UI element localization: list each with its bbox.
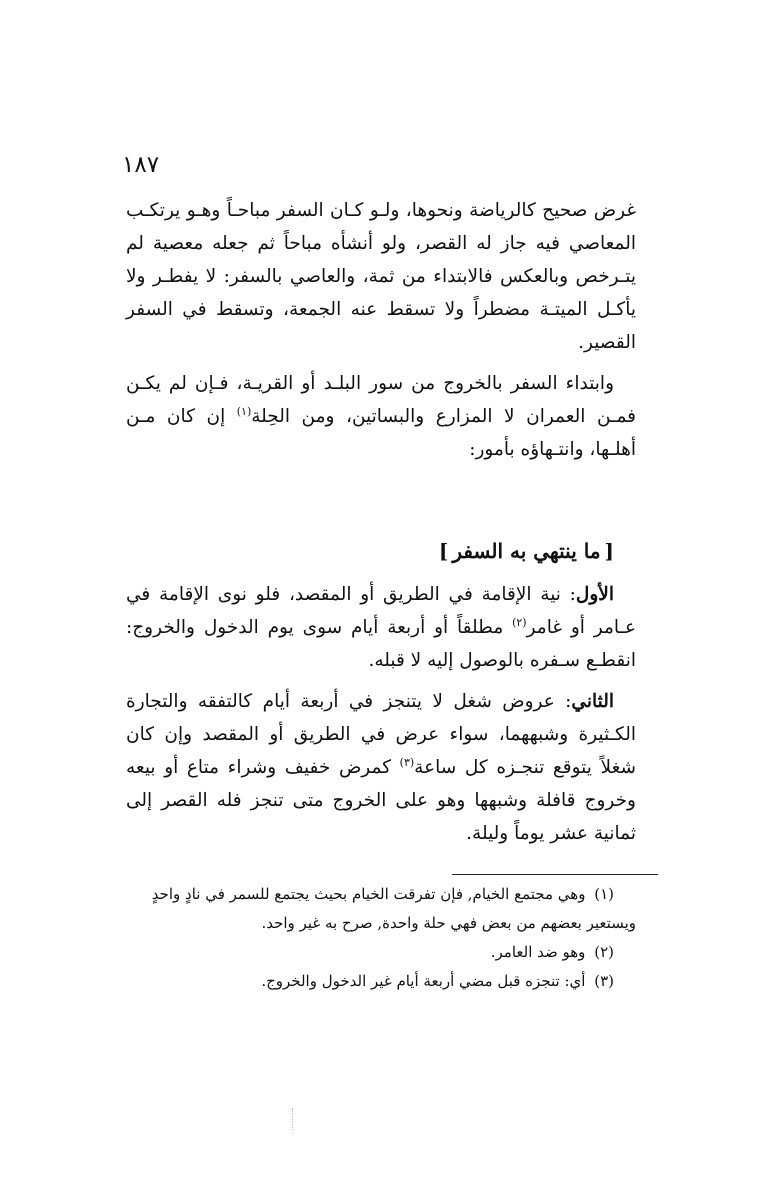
- footnotes: [120, 880, 636, 996]
- footnote-1-text: وهي مجتمع الخيام, فإن تفرقت الخيام بحيث يجتمع للسمر في نادٍ واحدٍ: [151, 885, 586, 903]
- paragraph-second-condition: [126, 685, 636, 850]
- footnote-1-continuation: ويستعير بعضهم من بعض فهي حلة واحدة, صرح به غير واحد.: [261, 914, 636, 932]
- footnote-ref-2[interactable]: (٢): [512, 615, 527, 629]
- footnote-1-number: (١): [594, 885, 614, 903]
- paragraph-travel-purpose: غرض صحيح كالرياضة ونحوها، ولـو كـان السفر مباحـاً وهـو يرتكـب المعاصي فيه جاز له القصر، ولو أنشأه مباحاً ثم جعله معصية لم يتـرخص وبالعكس فالابتداء من ثمة، والعاصي بالسفر: لا يفطـر ولا يأكـل الميتـة مضطراً ولا تسقط عنه الجمعة، وتسقط في السفر القصير.: [126, 200, 636, 353]
- paragraph-travel-start-text-b: إن كان مـن أهلـها، وانتـهاؤه بأمور:: [126, 406, 636, 460]
- second-condition-text-a: : عروض شغل لا يتنجز في أربعة أيام كالتفقه والتجارة الكـثيرة وشبههما، سواء عرض في الطريق أو المقصد وإن كان شغلاً يتوقع تنجـزه كل ساعة: [126, 691, 636, 778]
- heading-close-bracket: ]: [438, 539, 449, 563]
- first-condition-text-a: : نية الإقامة في الطريق أو المقصد، فلو نوى الإقامة في عـامر أو غامر: [126, 584, 636, 638]
- footnote-2-number: (٢): [594, 943, 614, 961]
- footnote-3-text: أي: تنجزه قبل مضي أربعة أيام غير الدخول والخروج.: [261, 972, 586, 990]
- footnote-3-number: (٣): [594, 972, 614, 990]
- paragraph-first-condition: [126, 578, 636, 677]
- first-condition-lead: الأول: [575, 584, 614, 605]
- footnote-2: [120, 938, 636, 967]
- footnote-ref-1[interactable]: (١): [236, 404, 252, 418]
- section-title: ما ينتهي به السفر: [452, 539, 601, 563]
- footnote-1: [120, 880, 636, 909]
- page-number: ١٨٧: [122, 152, 160, 178]
- heading-open-bracket: [: [604, 539, 614, 563]
- footnote-2-text: وهو ضد العامر.: [490, 943, 586, 961]
- main-text: [126, 194, 636, 858]
- scan-artifact: [292, 1108, 295, 1130]
- footnote-divider: [452, 874, 658, 875]
- paragraph-travel-start: [126, 367, 636, 466]
- footnote-ref-3[interactable]: (٣): [399, 755, 415, 769]
- first-condition-text-b: مطلقاً أو أربعة أيام سوى يوم الدخول والخروج: انقطـع سـفره بالوصول إليه لا قبله.: [126, 617, 636, 671]
- second-condition-lead: الثاني: [571, 691, 614, 712]
- section-heading: [126, 534, 618, 568]
- second-condition-text-b: كمرض خفيف وشراء متاع أو بيعه وخروج قافلة وشبهها وهو على الخروج متى تنجز فله القصر إلى ثمانية عشر يوماً وليلة.: [126, 757, 636, 844]
- footnote-3: [120, 967, 636, 996]
- paragraph-travel-start-text-a: وابتداء السفر بالخروج من سور البلـد أو القريـة، فـإن لم يكـن فمـن العمران لا المزارع والبساتين، ومن الحِلة: [126, 373, 636, 427]
